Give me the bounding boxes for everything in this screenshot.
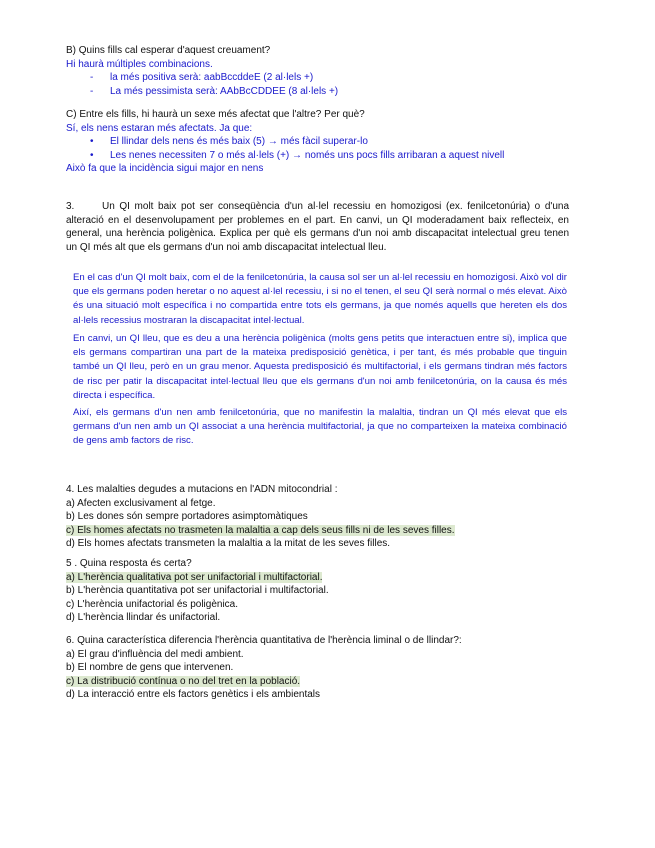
option-c-correct (66, 524, 570, 538)
highlighted-option-text: c) La distribució contínua o no del tret en la població. (66, 675, 301, 687)
question-c-bullet (66, 149, 570, 163)
option-text: b) Les dones són sempre portadores asimptomàtiques (66, 511, 308, 522)
option-text: a) El grau d'influència del medi ambient. (66, 648, 244, 660)
question-3-number: 3. (66, 201, 75, 212)
question-b-title: B) Quins fills cal esperar d'aquest creuament? (66, 45, 271, 56)
bullet-text: El llindar dels nens és més baix (5) → més fàcil superar-lo (110, 136, 368, 147)
question-c-outro: Això fa que la incidència sigui major en nens (66, 163, 264, 174)
question-b-intro: Hi haurà múltiples combinacions. (66, 58, 213, 70)
option-a (66, 648, 570, 662)
highlighted-option-text: a) L'herència qualitativa pot ser unifactorial i multifactorial. (66, 571, 323, 583)
dash-marker: - (90, 85, 94, 97)
question-c-title: C) Entre els fills, hi haurà un sexe més afectat que l'altre? Per què? (66, 109, 365, 120)
option-text: b) El nombre de gens que intervenen. (66, 662, 234, 673)
option-d (66, 688, 570, 702)
option-c (66, 598, 570, 612)
option-b (66, 661, 570, 675)
question-6-title: 6. Quina característica diferencia l'herència quantitativa de l'herència liminal o de llindar?: (66, 635, 462, 646)
option-a-correct (66, 571, 570, 585)
option-d (66, 611, 570, 625)
question-3-answer-2: En canvi, un QI lleu, que es deu a una herència poligènica (molts gens petits que interactuen entre si), implica que els germans compartiran una part de la mateixa predisposició genètica, i per tant, és més probable que tinguin també un QI lleu, però en un grau menor. Aquesta predisposició és multifactorial, i els germans tindran més factors de risc per patir la discapacitat intel·lectual lleu que els germans d'un noi amb fenilcetonúria, on la causa és més directa i específica. (73, 333, 567, 401)
highlighted-option-text: c) Els homes afectats no trasmeten la malaltia a cap dels seus fills ni de les seves filles. (66, 524, 455, 536)
option-a (66, 497, 570, 511)
option-text: d) Els homes afectats transmeten la malaltia a la mitat de les seves filles. (66, 538, 391, 549)
bullet-text: La més pessimista serà: AAbBcCDDEE (8 al·lels +) (110, 85, 339, 97)
dash-marker: - (90, 72, 94, 83)
bullet-text: la més positiva serà: aabBccddeE (2 al·lels +) (110, 72, 314, 83)
question-c-intro: Sí, els nens estaran més afectats. Ja que: (66, 122, 253, 134)
bullet-marker: • (90, 136, 94, 147)
question-c-bullet (66, 135, 570, 149)
question-5-title: 5 . Quina resposta és certa? (66, 558, 192, 569)
question-b-bullet (66, 85, 570, 99)
question-3-body: Un QI molt baix pot ser conseqüència d'un al·lel recessiu en homozigosi (ex. fenilcetonúria) o d'una alteració en el desenvolupament per problemes en el part. En canvi, un QI moderadament baix reflecteix, en general, una herència poligènica. Explica per què els germans d'un noi amb discapacitat intelectual greu tenen un QI més alt que els germans d'un noi amb discapacitat intelectual lleu. (66, 201, 569, 253)
question-3-text (66, 200, 569, 254)
question-4-block (66, 483, 570, 551)
bullet-marker: • (90, 149, 94, 161)
question-b-bullet (66, 71, 570, 85)
question-3-answer-1: En el cas d'un QI molt baix, com el de la fenilcetonúria, la causa sol ser un al·lel recessiu en homozigosi. Això vol dir que els germans poden heretar o no aquest al·lel recessiu, i si no el tenen, el seu QI serà normal o més elevat. Això és una situació molt específica i no compartida entre tots els germans, ja que només aquells que hereten els dos al·lels recessius mostraran la discapacitat intel·lectual. (73, 272, 567, 326)
option-text: b) L'herència quantitativa pot ser unifactorial i multifactorial. (66, 585, 329, 596)
option-text: c) L'herència unifactorial és poligènica. (66, 598, 239, 610)
option-text: a) Afecten exclusivament al fetge. (66, 497, 216, 509)
question-3-answer-3: Així, els germans d'un nen amb fenilcetonúria, que no manifestin la malaltia, tindran un QI més elevat que els germans d'un nen amb un QI associat a una herència multifactorial, ja que no comparteixen la mateixa combinació de gens amb factors de risc. (73, 407, 567, 447)
option-c-correct (66, 675, 570, 689)
option-b (66, 584, 570, 598)
bullet-text: Les nenes necessiten 7 o més al·lels (+) → només uns pocs fills arribaran a aquest nivell (110, 149, 505, 161)
question-b-block (66, 44, 570, 98)
option-d (66, 537, 570, 551)
option-b (66, 510, 570, 524)
question-5-block (66, 557, 570, 625)
option-text: d) La interacció entre els factors genètics i els ambientals (66, 689, 321, 700)
question-4-title: 4. Les malalties degudes a mutacions en l'ADN mitocondrial : (66, 484, 338, 495)
question-c-block (66, 108, 570, 176)
question-6-block (66, 634, 570, 702)
option-text: d) L'herència llindar és unifactorial. (66, 612, 221, 623)
